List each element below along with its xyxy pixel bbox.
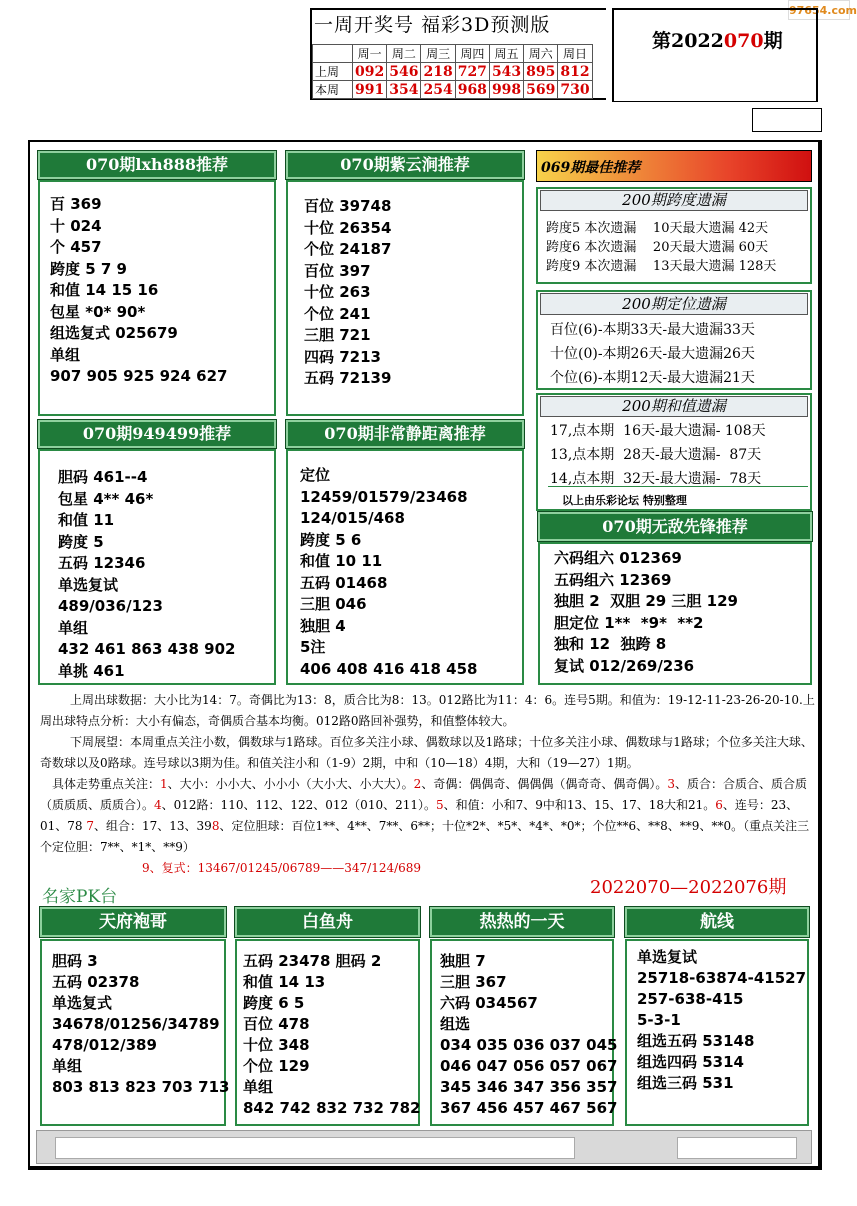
position-missing-list [550, 318, 755, 390]
draw-number: 218 [421, 63, 455, 81]
day-header: 周五 [489, 45, 523, 63]
line: 十 024 [50, 216, 102, 235]
text: 、奇偶：偶偶奇、偶偶偶（偶奇奇、偶奇偶）。 [421, 777, 668, 791]
line: 独胆 2 双胆 29 三胆 129 [554, 592, 738, 610]
pk-range: 2022070—2022076期 [590, 877, 787, 898]
line: 跨度 5 6 [300, 530, 362, 549]
line: 跨度 6 5 [243, 994, 305, 1012]
line: 六码 034567 [440, 994, 538, 1012]
line: 432 461 863 438 902 [58, 640, 236, 658]
line: 单挑 461 [58, 661, 125, 680]
line: 单选复式 [52, 994, 113, 1012]
index: 5 [436, 798, 444, 812]
pk-box-baiyuzhou [235, 939, 420, 1126]
line: 独胆 7 [440, 952, 486, 970]
draw-number: 092 [353, 63, 387, 81]
line: 五码 72139 [304, 369, 392, 387]
line: 367 456 457 467 567 [440, 1099, 618, 1117]
line: 五码 12346 [58, 554, 146, 572]
line: 十位 263 [304, 283, 371, 301]
line: 和值 10 11 [300, 552, 383, 570]
line: 十位(0)-本期26天-最大遗漏26天 [550, 346, 755, 362]
pk-label: 名家PK台 [42, 887, 118, 907]
draw-number: 991 [353, 81, 387, 99]
line: 个 457 [50, 238, 102, 256]
box-title: 070期lxh888推荐 [38, 151, 276, 179]
line: 842 742 832 732 782 [243, 1099, 421, 1117]
period-suffix: 期 [763, 30, 783, 52]
line: 单选复试 [58, 575, 119, 594]
line: 胆码 461--4 [58, 468, 148, 486]
line: 5-3-1 [637, 1011, 681, 1029]
pk-title: 白鱼舟 [235, 907, 420, 937]
draw-number: 727 [455, 63, 489, 81]
index: 7 [86, 819, 94, 833]
line: 单选复试 [637, 948, 698, 966]
line: 六码组六 012369 [554, 549, 682, 567]
line: 百 369 [50, 195, 102, 213]
line: 百位 397 [304, 261, 371, 280]
analysis-compound: 9、复式：13467/01245/06789——347/124/689 [142, 861, 422, 875]
line: 907 905 925 924 627 [50, 367, 228, 385]
index: 8 [211, 819, 220, 833]
line: 034 035 036 037 045 [440, 1036, 618, 1054]
weekly-draw-table [312, 44, 593, 99]
pk-box-hangxian [625, 939, 809, 1126]
analysis-paragraph: 下周展望：本周重点关注小数，偶数球与1路球。百位多关注小球、偶数球以及1路球；十位多关注小球、偶数球与1路球；个位多关注大球、奇数球以及0路球。连号球以3期为佳。和值关注小和（1-9）2期，中和（10—18）4期，大和（19—27）1期。 [40, 735, 813, 770]
draw-number: 354 [387, 81, 421, 99]
line: 百位 478 [243, 1015, 310, 1033]
line: 组选复式 025679 [50, 324, 178, 342]
box-title: 070期949499推荐 [38, 420, 276, 448]
draw-number: 730 [558, 81, 592, 99]
line: 复试 012/269/236 [554, 656, 695, 675]
divider [548, 486, 808, 487]
line: 跨度 5 7 9 [50, 259, 127, 278]
sum-missing-list [550, 419, 766, 491]
line: 胆定位 1** *9* **2 [554, 613, 704, 632]
text: 、组合：17、13、39 [94, 819, 212, 833]
pk-box-rere [430, 939, 618, 1126]
footer-bar [36, 1130, 812, 1164]
span-missing-list [546, 219, 776, 276]
line: 五码 02378 [52, 973, 140, 991]
line: 包星 *0* 90* [50, 302, 146, 321]
line: 三胆 721 [304, 326, 371, 344]
pk-box-tianfu [40, 939, 230, 1126]
line: 17,点本期 16天-最大遗漏- 108天 [550, 423, 766, 439]
line: 14,点本期 32天-最大遗漏- 78天 [550, 471, 762, 487]
line: 组选 [440, 1015, 471, 1033]
line: 跨度 5 [58, 532, 104, 551]
recommend-box-wudi [538, 542, 812, 685]
draw-number: 895 [524, 63, 558, 81]
row-label: 本周 [313, 81, 353, 99]
line: 跨度5 本次遗漏 10天最大遗漏 42天 [546, 221, 769, 236]
line: 046 047 056 057 067 [440, 1057, 618, 1075]
line: 组选五码 53148 [637, 1032, 755, 1050]
line: 独胆 4 [300, 616, 346, 635]
day-header: 周二 [387, 45, 421, 63]
line: 和值 14 13 [243, 973, 326, 991]
line: 单组 [243, 1078, 274, 1096]
index: 1 [160, 777, 168, 791]
best-recommend-banner [536, 150, 812, 182]
draw-number: 543 [489, 63, 523, 81]
text: 、012路：110、112、122、012（010、211）。 [161, 798, 436, 812]
header-spacer [752, 108, 822, 132]
line: 257-638-415 [637, 990, 744, 1008]
line: 803 813 823 703 713 [52, 1078, 230, 1096]
analysis-paragraph: 上周出球数据：大小比为14：7。奇偶比为13：8，质合比为8：13。012路比为11：4：6。连号5期。和值为：19-12-11-23-26-20-10.上周出球特点分析：大小有偏态，奇偶质合基本均衡。012路0路回补强势，和值整体较大。 [40, 693, 815, 728]
draw-number: 254 [421, 81, 455, 99]
line: 包星 4** 46* [58, 489, 154, 508]
line: 跨度9 本次遗漏 13天最大遗漏 128天 [546, 259, 777, 274]
line: 25718-63874-41527 [637, 969, 807, 987]
corner-cell [313, 45, 353, 63]
recommend-box-lxh888 [38, 180, 276, 416]
text: 、大小：小小大、小小小（大小大、小大大）。 [167, 777, 414, 791]
draw-number: 812 [558, 63, 592, 81]
day-header: 周一 [353, 45, 387, 63]
line: 406 408 416 418 458 [300, 659, 478, 678]
day-header: 周四 [455, 45, 489, 63]
recommend-box-jingjuli [286, 449, 524, 685]
line: 单组 [50, 345, 81, 364]
draw-number: 968 [455, 81, 489, 99]
line: 组选四码 5314 [637, 1053, 744, 1071]
text: 、连号：23、01、78 [40, 798, 799, 833]
line: 个位 24187 [304, 240, 392, 258]
line: 和值 11 [58, 511, 115, 529]
line: 13,点本期 28天-最大遗漏- 87天 [550, 447, 762, 463]
draw-number: 569 [524, 81, 558, 99]
index: 4 [154, 798, 162, 812]
line: 胆码 3 [52, 952, 98, 970]
text: 、质合：合质合、质合质（质质质、质质合）。 [40, 777, 807, 812]
line: 34678/01256/34789 [52, 1015, 220, 1033]
source-note: 以上由乐彩论坛 特别整理 [562, 494, 687, 507]
header-title: 一周开奖号 福彩3D预测版 [314, 14, 551, 36]
line: 个位 129 [243, 1057, 310, 1075]
line: 个位 241 [304, 304, 371, 323]
line: 三胆 046 [300, 595, 367, 613]
line: 百位(6)-本期33天-最大遗漏33天 [550, 322, 755, 338]
line: 单组 [58, 618, 89, 637]
draw-number: 998 [489, 81, 523, 99]
line: 5注 [300, 638, 326, 656]
period-number: 070 [723, 30, 764, 52]
recommend-box-ziyunjian [286, 180, 524, 416]
day-header: 周日 [558, 45, 592, 63]
period-prefix: 第2022 [652, 30, 724, 52]
line: 十位 348 [243, 1036, 310, 1054]
line: 五码 23478 胆码 2 [243, 952, 382, 970]
footer-slot [677, 1137, 797, 1159]
text: 、和值：小和7、9中和13、15、17、18大和21。 [443, 798, 716, 812]
span-missing-title: 200期跨度遗漏 [540, 190, 808, 211]
line: 三胆 367 [440, 973, 507, 991]
box-title: 070期非常静距离推荐 [286, 420, 524, 448]
line: 跨度6 本次遗漏 20天最大遗漏 60天 [546, 240, 769, 255]
line: 个位(6)-本期12天-最大遗漏21天 [550, 370, 755, 386]
day-header: 周三 [421, 45, 455, 63]
position-missing-title: 200期定位遗漏 [540, 293, 808, 315]
row-label: 上周 [313, 63, 353, 81]
index: 3 [667, 777, 675, 791]
period-label [652, 26, 783, 53]
analysis-text [40, 690, 816, 879]
draw-number: 546 [387, 63, 421, 81]
index: 6 [715, 798, 723, 812]
line: 五码 01468 [300, 573, 388, 592]
line: 十位 26354 [304, 218, 392, 237]
watermark: 97654.com [788, 0, 850, 20]
recommend-box-949499 [38, 449, 276, 685]
line: 定位 [300, 466, 331, 484]
text: 、定位胆球：百位1**、4**、7**、6**；十位*2*、*5*、*4*、*0*；个位**6、**8、**9、**0。（重点关注三个定位胆：7**、*1*、**9） [40, 819, 810, 854]
line: 和值 14 15 16 [50, 281, 159, 299]
pk-title: 热热的一天 [430, 907, 614, 937]
line: 12459/01579/23468 [300, 487, 468, 506]
line: 345 346 347 356 357 [440, 1078, 618, 1096]
line: 124/015/468 [300, 509, 405, 527]
box-title: 070期紫云涧推荐 [286, 151, 524, 179]
sum-missing-title: 200期和值遗漏 [540, 396, 808, 417]
index: 2 [413, 777, 422, 791]
line: 百位 39748 [304, 197, 392, 215]
period-frame [612, 8, 818, 102]
line: 478/012/389 [52, 1036, 157, 1054]
line: 五码组六 12369 [554, 570, 672, 589]
footer-slot [55, 1137, 575, 1159]
pk-title: 天府袍哥 [40, 907, 226, 937]
line: 489/036/123 [58, 597, 163, 615]
line: 组选三码 531 [637, 1074, 734, 1092]
day-header: 周六 [524, 45, 558, 63]
box-title: 070期无敌先锋推荐 [538, 512, 812, 541]
text: 具体走势重点关注： [52, 777, 161, 791]
line: 独和 12 独跨 8 [554, 635, 667, 653]
analysis-paragraph [40, 774, 816, 858]
line: 单组 [52, 1057, 83, 1075]
best-recommend-label: 069期最佳推荐 [541, 160, 641, 176]
line: 四码 7213 [304, 347, 381, 366]
pk-title: 航线 [625, 907, 809, 937]
